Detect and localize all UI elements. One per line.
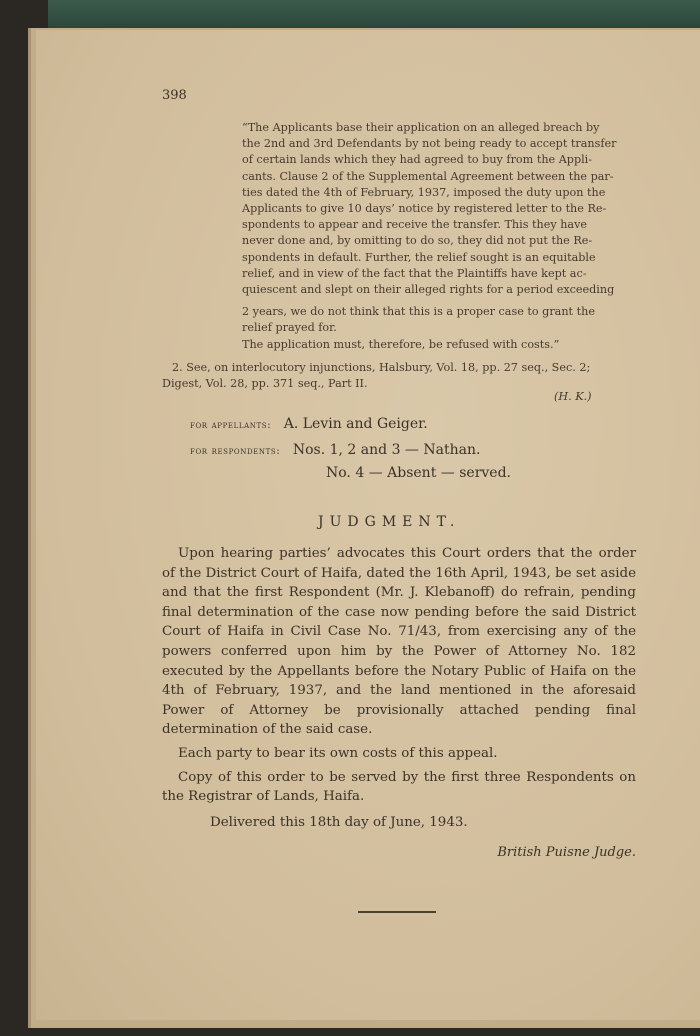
footnote-line: 2. See, on interlocutory injunctions, Halsbury, Vol. 18, pp. 27 seq., Sec. 2; (172, 361, 591, 374)
counsel-names: No. 4 — Absent — served. (326, 465, 511, 481)
quote-line: of certain lands which they had agreed to buy from the Appli- (242, 153, 593, 167)
quote-line: cants. Clause 2 of the Supplemental Agreement between the par- (242, 169, 614, 183)
counsel-appellants (190, 416, 428, 432)
judgment-paragraph: Each party to bear its own costs of this appeal. (178, 745, 498, 761)
quote-line: relief, and in view of the fact that the Plaintiffs have kept ac- (242, 266, 587, 280)
quote-line: quiescent and slept on their alleged rights for a period exceeding (242, 283, 615, 297)
quote-line: spondents to appear and receive the transfer. This they have (242, 218, 588, 232)
judge-signature: British Puisne Judge. (497, 845, 636, 860)
quoted-judgment (242, 120, 640, 353)
quote-line: relief prayed for. (242, 321, 337, 335)
quote-line: 2 years, we do not think that this is a proper case to grant the (242, 305, 595, 319)
counsel-names: A. Levin and Geiger. (283, 416, 428, 432)
delivered-line: Delivered this 18th day of June, 1943. (210, 815, 468, 830)
quote-line: ties dated the 4th of February, 1937, imposed the duty upon the (242, 185, 606, 199)
quote-line: never done and, by omitting to do so, they did not put the Re- (242, 234, 593, 248)
judgment-paragraph: Copy of this order to be served by the first three Respondents on the Registrar of Lands, Haifa. (162, 769, 636, 805)
footnote (162, 360, 640, 392)
quote-line: the 2nd and 3rd Defendants by not being ready to accept transfer (242, 137, 617, 151)
judgment-heading: JUDGMENT. (318, 514, 461, 530)
counsel-names: Nos. 1, 2 and 3 — Nathan. (292, 442, 481, 458)
judgment-body (162, 544, 636, 811)
judgment-paragraph: Upon hearing parties’ advocates this Court orders that the order of the District Court of Haifa, dated the 16th April, 1943, be set aside and that the first Respondent (Mr. J. Klebanoff) do refrain, pending final determination of the case now pending before the said District Court of Haifa in Civil Case No. 71/43, from exercising any of the powers conferred upon him by the Power of Attorney No. 182 executed by the Appellants before the Notary Public of Haifa on the 4th of February, 1937, and the land mentioned in the aforesaid Power of Attorney be provisionally attached pending final determination of the said case. (162, 546, 636, 738)
counsel-respondents (190, 442, 480, 458)
quote-line: The application must, therefore, be refused with costs.” (242, 337, 560, 351)
quote-line: Applicants to give 10 days’ notice by registered letter to the Re- (242, 202, 607, 216)
quote-line: “The Applicants base their application on an alleged breach by (242, 121, 600, 134)
footnote-line: Digest, Vol. 28, pp. 371 seq., Part II. (162, 377, 368, 390)
counsel-respondents-second (326, 465, 511, 481)
quote-line: spondents in default. Further, the relief sought is an equitable (242, 250, 596, 264)
page-number: 398 (162, 88, 187, 103)
end-rule (358, 911, 436, 913)
author-initials: (H. K.) (554, 390, 592, 403)
counsel-role-label: for appellants: (190, 419, 272, 431)
counsel-role-label: for respondents: (190, 445, 281, 457)
document-page (36, 30, 700, 1020)
